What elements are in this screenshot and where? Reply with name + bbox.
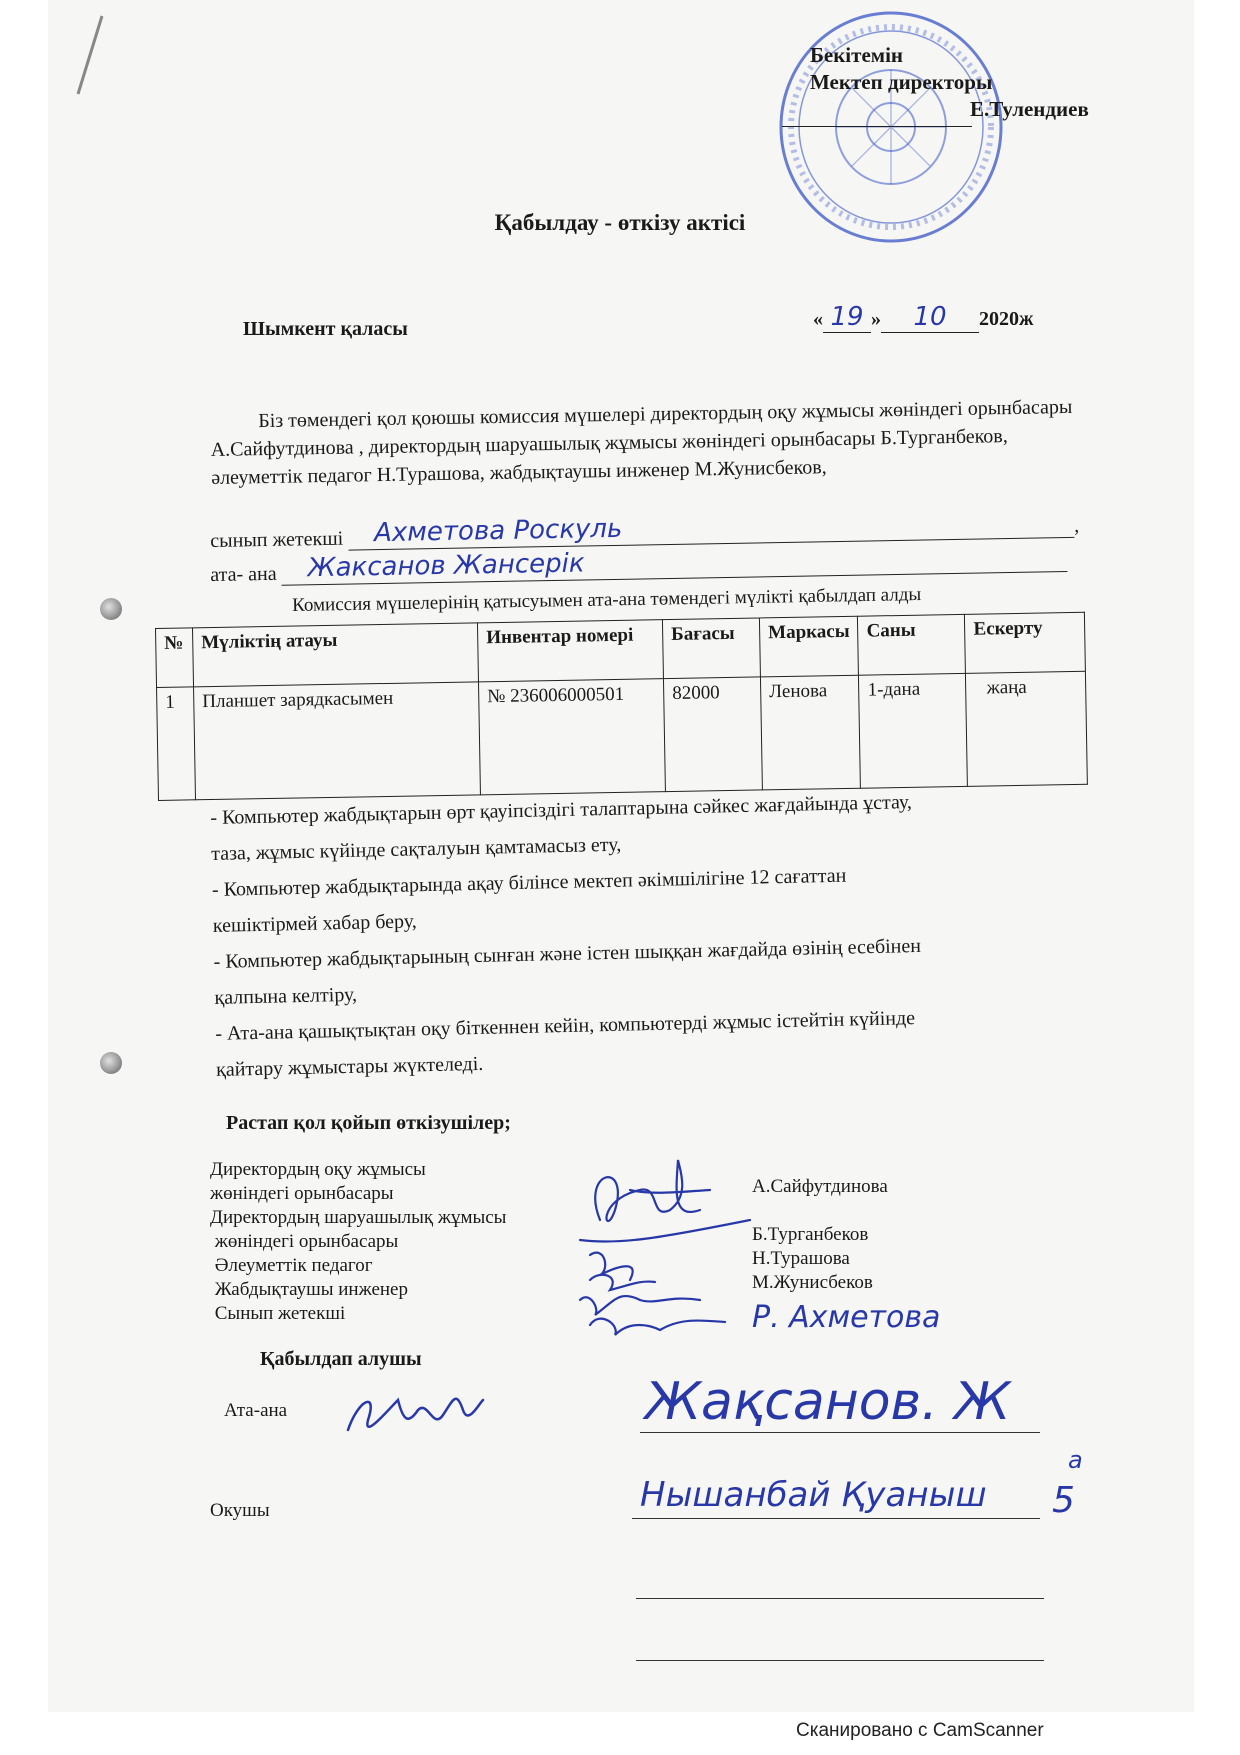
approval-block: [810, 42, 1089, 123]
role-line: Әлеуметтік педагог: [210, 1255, 373, 1276]
col-quantity: Саны: [858, 614, 966, 675]
cell-item-name: Планшет зарядкасымен: [194, 682, 481, 800]
intro-paragraph: Біз төмендегі қол қоюшы комиссия мүшелері директордың оқу жұмысы жөніндегі орынбасары А.Сайфутдинова , директордың шаруашылық жұмысы жөніндегі орынбасары Б.Турганбеков, әлеуметтік педагог Н.Турашова, жабдықтаушы инженер М.Жунисбеков,: [210, 395, 1073, 489]
document-date: [813, 302, 1034, 333]
duty-line: таза, жұмыс күйінде сақталуын қамтамасыз ету,: [210, 833, 622, 865]
approval-signature-line: [782, 126, 972, 127]
property-table: [155, 612, 1088, 801]
col-note: Ескерту: [965, 612, 1086, 673]
duty-line: - Ата-ана қашықтықтан оқу біткеннен кейін, компьютерді жұмыс істейтін күйінде: [215, 1007, 916, 1045]
col-inventory-number: Инвентар номері: [477, 620, 663, 682]
col-price: Бағасы: [662, 618, 760, 679]
date-quote-close: »: [871, 308, 881, 330]
pupil-class-handwritten: 5: [1052, 1480, 1075, 1521]
signer-name: А.Сайфутдинова: [752, 1176, 888, 1197]
teacher-handwritten: Ахметова Роскуль: [348, 507, 1074, 551]
approval-line-3: Е.Тулендиев: [970, 97, 1089, 121]
role-line: Жабдықтаушы инженер: [210, 1279, 408, 1300]
role-line: Сынып жетекші: [210, 1303, 346, 1324]
duty-line: - Компьютер жабдықтарын өрт қауіпсіздігі талаптарына сәйкес жағдайында ұстау,: [210, 791, 913, 829]
approval-line-1: Бекітемін: [810, 43, 904, 67]
role-line: Директордың оқу жұмысы: [210, 1159, 426, 1180]
date-day: 19: [823, 302, 871, 333]
col-brand: Маркасы: [759, 616, 858, 677]
role-line: Директордың шаруашылық жұмысы: [210, 1207, 507, 1228]
duty-line: - Компьютер жабдықтарында ақау білінсе мектеп әкімшілігіне 12 сағаттан: [211, 864, 847, 901]
cell-inventory-number: № 236006000501: [478, 679, 665, 795]
cell-number: 1: [157, 687, 196, 801]
parent-label-bottom: Ата-ана: [224, 1400, 288, 1421]
cell-brand: Ленова: [760, 675, 860, 790]
parent-label: ата- ана: [210, 562, 277, 586]
scanner-watermark: Сканировано с CamScanner: [796, 1720, 1044, 1741]
parent-handwritten: Жаксанов Жансерік: [281, 541, 1067, 586]
signer-names: [752, 1175, 888, 1295]
signer-name: Б.Турганбеков: [752, 1224, 869, 1245]
table-row: [157, 671, 1088, 800]
duty-line: кешіктірмей хабар беру,: [212, 910, 417, 937]
document-title: Қабылдау - өткізу актісі: [494, 210, 746, 235]
pupil-class-letter: а: [1068, 1446, 1083, 1474]
table-caption: Комиссия мүшелерінің қатысуымен ата-ана төмендегі мүлікті қабылдап алды: [292, 584, 922, 616]
parent-signature-scribble: [338, 1380, 488, 1450]
cell-quantity: 1-дана: [859, 673, 968, 788]
col-item-name: Мүліктің атауы: [193, 623, 479, 687]
pupil-name-handwritten: Нышанбай Қуаныш: [640, 1475, 987, 1515]
staple-mark: [70, 10, 110, 100]
commission-signatures: [560, 1150, 760, 1350]
duties-list: [210, 780, 1116, 1088]
col-number: №: [156, 628, 194, 688]
parent-signature-line: [640, 1432, 1040, 1433]
role-line: жөніндегі орынбасары: [210, 1183, 394, 1204]
date-quote-open: «: [813, 308, 823, 330]
duty-line: - Компьютер жабдықтарының сынған және істен шыққан жағдайда өзінің есебінен: [213, 934, 922, 973]
signer-roles: [210, 1158, 506, 1326]
teacher-trail: ,: [1073, 514, 1080, 537]
binder-hole-top: [100, 598, 122, 620]
parent-name-handwritten: Жақсанов. Ж: [645, 1372, 1011, 1432]
duty-line: қайтару жұмыстары жүктеледі.: [215, 1052, 484, 1081]
pupil-signature-line: [632, 1518, 1040, 1519]
pupil-label: Окушы: [210, 1500, 270, 1521]
approval-line-2: Мектеп директоры: [810, 70, 993, 94]
signers-heading: Растап қол қойып өткізушілер;: [226, 1112, 511, 1134]
city: Шымкент қаласы: [243, 318, 408, 340]
cell-note: жаңа: [966, 671, 1088, 786]
signer-name: М.Жунисбеков: [752, 1272, 873, 1293]
teacher-label: сынып жетекші: [210, 527, 344, 552]
duty-line: қалпына келтіру,: [214, 983, 358, 1009]
teacher-signature: Р. Ахметова: [752, 1300, 941, 1335]
extra-signature-line-1: [636, 1598, 1044, 1599]
extra-signature-line-2: [636, 1660, 1044, 1661]
role-line: жөніндегі орынбасары: [210, 1231, 399, 1252]
signer-name: Н.Турашова: [752, 1248, 850, 1269]
date-year: 2020ж: [979, 308, 1034, 330]
receiver-heading: Қабылдап алушы: [260, 1348, 422, 1370]
binder-hole-bottom: [100, 1052, 122, 1074]
cell-price: 82000: [663, 677, 762, 792]
date-month: 10: [881, 302, 979, 333]
signer-name-spacer: [752, 1199, 888, 1223]
